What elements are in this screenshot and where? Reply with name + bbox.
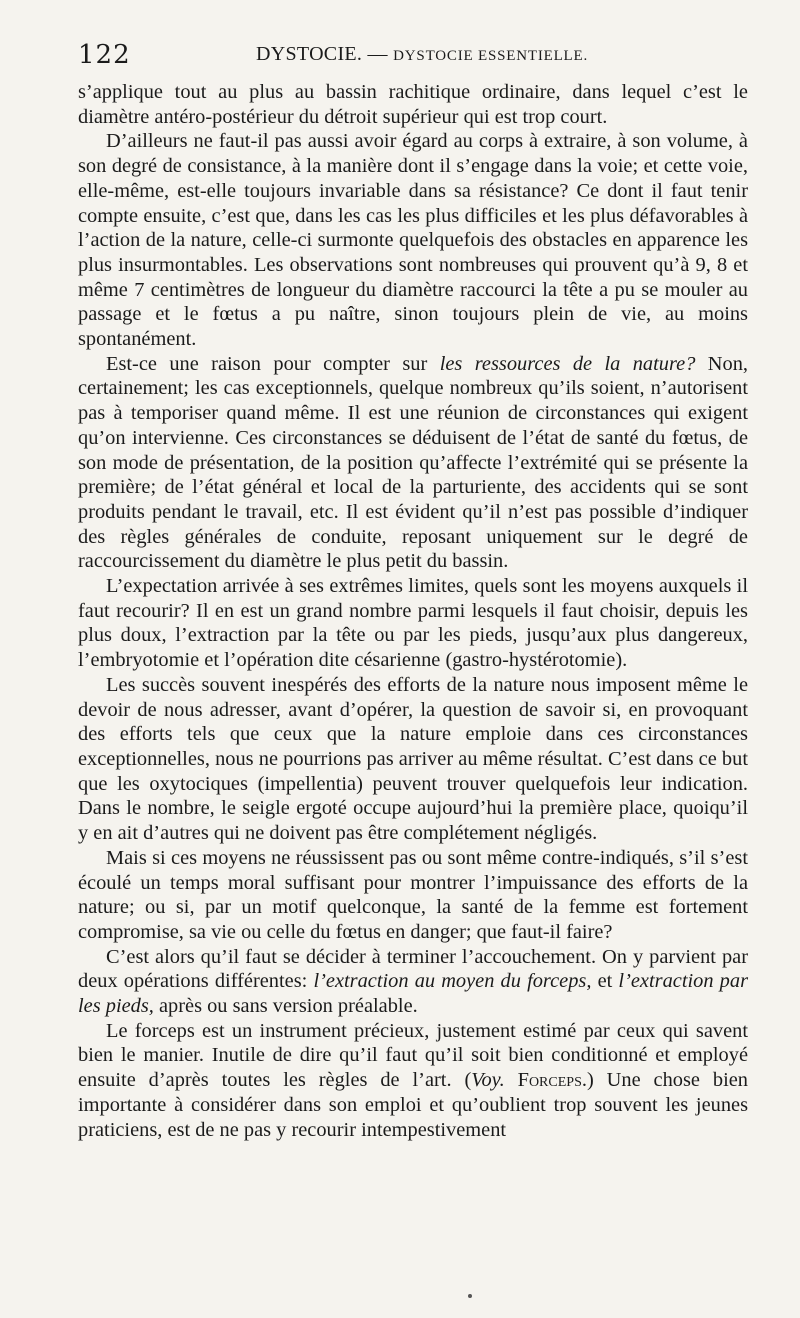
emphasis-pieds: l’extraction par les pieds, [78, 970, 748, 1018]
paragraph-7: C’est alors qu’il faut se décider à terminer l’accouchement. On y parvient par deux opérations différentes: l’extraction au moyen du forceps, et l’extraction par les pieds, après ou sans version préalable. [78, 945, 748, 1018]
paragraph-2: D’ailleurs ne faut-il pas aussi avoir égard au corps à extraire, à son volume, à son degré de consistance, à la manière dont il s’engage dans la voie; et cette voie, elle-même, est-elle toujours invariable dans sa résistance? Ce dont il faut tenir compte ensuite, c’est que, dans les cas les plus difficiles et les plus défavorables à l’action de la nature, celle-ci surmonte quelquefois des obstacles en apparence les plus insurmontables. Les observations sont nombreuses qui prouvent qu’à 9, 8 et même 7 centimètres de longueur du diamètre raccourci la tête a pu se mouler au passage et le fœtus a pu naître, sinon toujours plein de vie, au moins spontanément. [78, 130, 748, 351]
cross-reference-forceps: Forceps. [517, 1069, 587, 1092]
paragraph-8: Le forceps est un instrument précieux, justement estimé par ceux qui savent bien le manier. Inutile de dire qu’il faut qu’il soit bien conditionné et employé ensuite d’après toutes les règles de l’art. (Voy. Forceps.) Une chose bien importante à considérer dans son emploi et qu’oublient trop souvent les jeunes praticiens, est de ne pas y recourir intempestivement [78, 1019, 748, 1141]
emphasis-forceps: l’extraction au moyen du forceps, [313, 970, 592, 993]
page-header [78, 40, 748, 72]
emphasis-voy: Voy. [471, 1069, 505, 1092]
page-number: 122 [78, 40, 131, 70]
running-head [256, 43, 588, 66]
running-title: DYSTOCIE. [256, 43, 363, 65]
paragraph-4: L’expectation arrivée à ses extrêmes limites, quels sont les moyens auxquels il faut recourir? Il en est un grand nombre parmi lesquels il faut choisir, depuis les plus doux, l’extraction par la tête ou par les pieds, jusqu’aux plus dangereux, l’embryotomie et l’opération dite césarienne (gastro-hystérotomie). [78, 575, 748, 672]
paragraph-1: s’applique tout au plus au bassin rachitique ordinaire, dans lequel c’est le diamètre antéro-postérieur du détroit supérieur qui est trop court. [78, 81, 748, 128]
paragraph-5: Les succès souvent inespérés des efforts de la nature nous imposent même le devoir de nous adresser, avant d’opérer, la question de savoir si, en provoquant des efforts tels que ceux que la nature emploie dans ces circonstances exceptionnelles, nous ne pourrions pas arriver au même résultat. C’est dans ce but que les oxytociques (impellentia) peuvent trouver quelquefois leur indication. Dans le nombre, le seigle ergoté occupe aujourd’hui la première place, quoiqu’il y en ait d’autres qui ne doivent pas être complétement négligés. [78, 673, 748, 845]
page-speck [468, 1294, 472, 1298]
running-subtitle: DYSTOCIE ESSENTIELLE. [393, 48, 589, 64]
paragraph-6: Mais si ces moyens ne réussissent pas ou sont même contre-indiqués, s’il s’est écoulé un temps moral suffisant pour montrer l’impuissance des efforts de la nature; ou si, par un motif quelconque, la santé de la femme est fortement compromise, sa vie ou celle du fœtus en danger; que faut-il faire? [78, 846, 748, 943]
paragraph-3: Est-ce une raison pour compter sur les ressources de la nature? Non, certainement; les cas exceptionnels, quelque nombreux qu’ils soient, n’autorisent pas à temporiser quand même. Il est une réunion de circonstances qui exigent qu’on intervienne. Ces circonstances se déduisent de l’état de santé du fœtus, de son mode de présentation, de la position qu’affecte l’extrémité qui se présente la première; de l’état général et local de la parturiente, des accidents qui se sont produits pendant le travail, etc. Il est évident qu’il n’est pas possible d’indiquer des règles générales de conduite, reposant uniquement sur le degré de raccourcissement du diamètre le plus petit du bassin. [78, 352, 748, 573]
emphasis-ressources: les ressources de la nature? [439, 352, 696, 375]
body-text [78, 80, 748, 1142]
running-head-separator: — [367, 43, 388, 65]
